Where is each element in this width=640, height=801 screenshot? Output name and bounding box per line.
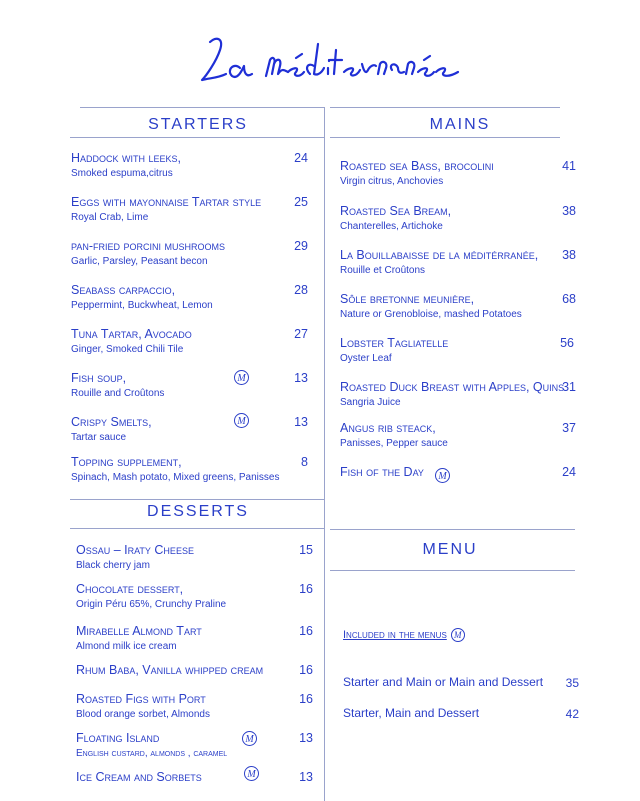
item-price: 68 [562, 292, 576, 306]
menu-formula-price: 42 [565, 707, 579, 721]
starter-item [71, 151, 181, 180]
item-name: Roasted Sea Bream, [340, 204, 452, 218]
divider-under-desserts [70, 528, 324, 529]
item-desc: Garlic, Parsley, Peasant becon [71, 256, 208, 267]
starter-item [71, 283, 213, 312]
item-name: Eggs with mayonnaise Tartar style [71, 195, 262, 209]
item-desc: Rouille and Croûtons [71, 388, 165, 399]
item-price: 16 [299, 582, 313, 596]
item-name: Lobster Tagliatelle [340, 336, 449, 350]
dessert-item [76, 692, 210, 721]
menu-m-icon: M [244, 766, 259, 781]
item-desc: Spinach, Mash potato, Mixed greens, Panisses [71, 472, 280, 483]
item-price: 37 [562, 421, 576, 435]
item-name: Topping supplement, [71, 455, 182, 469]
item-price: 56 [560, 336, 574, 350]
main-item [340, 421, 448, 450]
item-price: 25 [294, 195, 308, 209]
divider-top-right [330, 107, 560, 108]
item-name: Angus rib steack, [340, 421, 436, 435]
main-item [340, 159, 494, 188]
item-name: Crispy Smelts, [71, 415, 152, 429]
main-item [340, 465, 424, 480]
item-price: 24 [562, 465, 576, 479]
item-name: pan-fried porcini mushrooms [71, 239, 225, 253]
item-name: La Bouillabaisse de la méditérranée, [340, 248, 539, 262]
item-price: 13 [294, 371, 308, 385]
item-desc: Virgin citrus, Anchovies [340, 176, 444, 187]
item-price: 29 [294, 239, 308, 253]
item-price: 41 [562, 159, 576, 173]
item-name: Ossau – Iraty Cheese [76, 543, 194, 557]
item-desc: Peppermint, Buckwheat, Lemon [71, 300, 213, 311]
menu-formula-price: 35 [565, 676, 579, 690]
item-price: 38 [562, 248, 576, 262]
menu-m-icon: M [451, 628, 465, 642]
item-name: Mirabelle Almond Tart [76, 624, 202, 638]
item-price: 31 [562, 380, 576, 394]
item-price: 13 [294, 415, 308, 429]
divider-under-starters [70, 137, 324, 138]
item-desc: Panisses, Pepper sauce [340, 438, 448, 449]
item-desc: Oyster Leaf [340, 353, 392, 364]
restaurant-logo [196, 28, 466, 96]
starter-item [71, 195, 261, 224]
main-item [340, 248, 538, 277]
item-price: 16 [299, 663, 313, 677]
item-desc: English custard, almonds , caramel [76, 748, 228, 759]
included-in-menus [343, 628, 465, 642]
item-name: Ice Cream and Sorbets [76, 770, 202, 784]
item-name: Fish of the Day [340, 465, 424, 479]
dessert-item [76, 731, 227, 760]
item-price: 13 [299, 770, 313, 784]
item-desc: Smoked espuma,citrus [71, 168, 173, 179]
dessert-item [76, 624, 202, 653]
menu-formula-label: Starter, Main and Dessert [343, 706, 480, 720]
item-name: Floating Island [76, 731, 160, 745]
item-name: Roasted Figs with Port [76, 692, 206, 706]
column-divider [324, 107, 325, 801]
item-price: 15 [299, 543, 313, 557]
item-price: 16 [299, 692, 313, 706]
item-desc: Blood orange sorbet, Almonds [76, 709, 210, 720]
divider-under-menu [330, 570, 575, 571]
item-name: Fish soup, [71, 371, 127, 385]
item-price: 28 [294, 283, 308, 297]
starters-title: STARTERS [148, 116, 248, 133]
dessert-item [76, 770, 202, 785]
starter-item [71, 415, 152, 444]
item-desc: Nature or Grenobloise, mashed Potatoes [340, 309, 522, 320]
item-price: 24 [294, 151, 308, 165]
item-name: Roasted sea Bass, brocolini [340, 159, 494, 173]
menu-title: MENU [422, 541, 478, 558]
dessert-item [76, 663, 263, 678]
item-name: Sôle bretonne meunière, [340, 292, 475, 306]
item-name: Roasted Duck Breast with Apples, Quins [340, 380, 565, 394]
item-desc: Tartar sauce [71, 432, 127, 443]
divider-under-mains [330, 137, 560, 138]
starter-item [71, 239, 225, 268]
item-desc: Origin Péru 65%, Crunchy Praline [76, 599, 227, 610]
divider-above-desserts [70, 499, 324, 500]
item-name: Rhum Baba, Vanilla whipped cream [76, 663, 264, 677]
item-price: 13 [299, 731, 313, 745]
item-desc: Ginger, Smoked Chili Tile [71, 344, 184, 355]
menu-formula-label: Starter and Main or Main and Dessert [343, 675, 544, 689]
dessert-item [76, 543, 194, 572]
main-item [340, 204, 451, 233]
item-desc: Royal Crab, Lime [71, 212, 149, 223]
item-desc: Chanterelles, Artichoke [340, 221, 443, 232]
menu-m-icon: M [435, 468, 450, 483]
item-price: 8 [301, 455, 308, 469]
menu-m-icon: M [234, 413, 249, 428]
menu-m-icon: M [242, 731, 257, 746]
included-label: Included in the menus [343, 628, 447, 641]
starter-item [71, 371, 164, 400]
main-item [340, 380, 564, 409]
item-desc: Almond milk ice cream [76, 641, 177, 652]
main-item [340, 292, 522, 321]
item-name: Haddock with leeks, [71, 151, 181, 165]
divider-above-menu [330, 529, 575, 530]
dessert-item [76, 582, 226, 611]
item-desc: Sangria Juice [340, 397, 401, 408]
menu-m-icon: M [234, 370, 249, 385]
item-price: 16 [299, 624, 313, 638]
mains-title: MAINS [429, 116, 491, 133]
starter-item [71, 327, 192, 356]
item-desc: Black cherry jam [76, 560, 150, 571]
divider-top-left [80, 107, 324, 108]
item-name: Tuna Tartar, Avocado [71, 327, 192, 341]
starter-item [71, 455, 279, 484]
main-item [340, 336, 448, 365]
item-name: Seabass carpaccio, [71, 283, 176, 297]
item-price: 27 [294, 327, 308, 341]
item-name: Chocolate dessert, [76, 582, 184, 596]
item-desc: Rouille et Croûtons [340, 265, 426, 276]
item-price: 38 [562, 204, 576, 218]
desserts-title: DESSERTS [147, 503, 249, 520]
